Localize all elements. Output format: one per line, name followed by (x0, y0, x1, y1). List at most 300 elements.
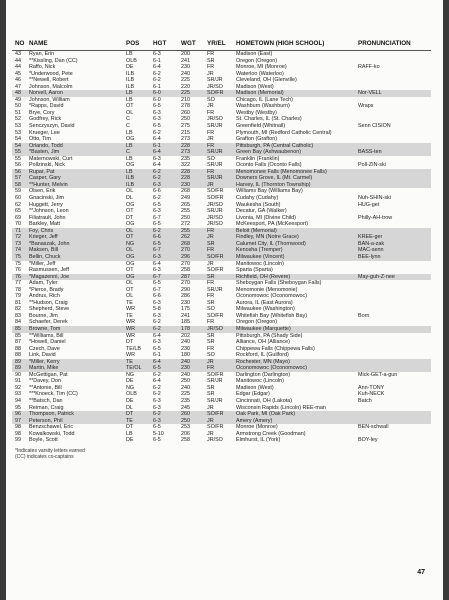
cell-no: 52 (15, 116, 21, 123)
cell-yr: JR/SO (207, 214, 223, 221)
cell-yr: FR (207, 319, 215, 326)
cell-home: Milwaukee (Vincent) (236, 253, 285, 260)
cell-home: Manitowoc (Lincoln) (236, 378, 284, 385)
cell-wgt: 210 (181, 96, 190, 103)
cell-home: Armstrong Creek (Goodman) (236, 430, 306, 437)
cell-home: McKeesport, PA (McKeesport) (236, 221, 309, 228)
cell-wgt: 245 (181, 404, 190, 411)
cell-wgt: 180 (181, 352, 190, 359)
cell-wgt: 258 (181, 267, 190, 274)
header-hgt: HGT (153, 40, 167, 47)
cell-pos: TE (126, 312, 133, 319)
cell-pos: OT (126, 267, 134, 274)
footnote-captains: (CC) indicates co-captains (15, 454, 74, 461)
cell-wgt: 249 (181, 195, 190, 202)
cell-yr: JR (207, 234, 214, 241)
header-name: NAME (29, 40, 48, 47)
cell-no: 89 (15, 365, 21, 372)
cell-home: Findley, MN (Notre Grace) (236, 234, 299, 241)
cell-name: **Newell, Robert (29, 77, 69, 84)
cell-name: Kowalkowski, Todd (29, 430, 75, 437)
cell-name: **Antonie, Bill (29, 384, 62, 391)
cell-pos: LB (126, 430, 133, 437)
header-pos: POS (126, 40, 140, 47)
cell-name: Link, David (29, 352, 56, 359)
cell-name: *Rapps, David (29, 103, 64, 110)
cell-home: Beloit (Memorial) (236, 227, 277, 234)
cell-wgt: 230 (181, 299, 190, 306)
cell-hgt: 6-2 (153, 175, 161, 182)
cell-home: Livonia, MI (Divine Child) (236, 214, 296, 221)
cell-hgt: 6-1 (153, 142, 161, 149)
cell-name: Otto, Tim (29, 136, 51, 143)
cell-wgt: 220 (181, 83, 190, 90)
cell-pos: OG (126, 201, 135, 208)
cell-pos: TE (126, 358, 133, 365)
cell-hgt: 6-2 (153, 168, 161, 175)
cell-yr: JR/SO (207, 221, 223, 228)
cell-wgt: 255 (181, 208, 190, 215)
cell-home: Whitefish Bay (Whitefish Bay) (236, 312, 307, 319)
cell-hgt: 6-2 (153, 384, 161, 391)
cell-home: Madison (West) (236, 384, 274, 391)
cell-pos: DL (126, 404, 133, 411)
cell-name: Bourne, Jim (29, 312, 58, 319)
cell-yr: SO (207, 306, 215, 313)
cell-name: Pollzinski, Nick (29, 162, 65, 169)
cell-no: 56 (15, 162, 21, 169)
cell-name: Boyle, Scott (29, 437, 58, 444)
cell-hgt: 6-4 (153, 332, 161, 339)
cell-hgt: 6-2 (153, 371, 161, 378)
cell-pos: OG (126, 260, 135, 267)
cell-name: Maternowski, Curt (29, 155, 73, 162)
cell-no: 94 (15, 397, 21, 404)
cell-no: 75 (15, 260, 21, 267)
cell-hgt: 6-7 (153, 286, 161, 293)
cell-name: Bellin, Chuck (29, 253, 61, 260)
cell-pos: WR (126, 332, 135, 339)
cell-home: Franklin (Franklin) (236, 155, 280, 162)
cell-no: 77 (15, 280, 21, 287)
cell-no: 49 (15, 96, 21, 103)
cell-no: 91 (15, 378, 21, 385)
cell-name: Raffo, Nick (29, 64, 56, 71)
cell-yr: FR (207, 365, 215, 372)
cell-pron: Nuh-SHIN-ski (358, 195, 391, 202)
cell-hgt: 6-4 (153, 149, 161, 156)
cell-home: Cincinnati, OH (Lakota) (236, 397, 293, 404)
cell-wgt: 268 (181, 240, 190, 247)
cell-hgt: 6-3 (153, 181, 161, 188)
cell-wgt: 228 (181, 175, 190, 182)
cell-pos: NG (126, 240, 135, 247)
cell-yr: SR/JR (207, 175, 223, 182)
cell-wgt: 260 (181, 411, 190, 418)
roster-table (12, 40, 431, 461)
cell-pos: C (126, 123, 130, 130)
cell-home: Cudahy (Cudahy) (236, 195, 279, 202)
cell-wgt: 250 (181, 378, 190, 385)
cell-yr: SR (207, 391, 215, 398)
cell-home: Edgar (Edgar) (236, 391, 270, 398)
cell-yr: JR (207, 70, 214, 77)
cell-no: 73 (15, 240, 21, 247)
cell-yr: JR/SO (207, 437, 223, 444)
cell-hgt: 6-7 (153, 214, 161, 221)
cell-wgt: 215 (181, 129, 190, 136)
table-header (12, 40, 431, 51)
cell-hgt: 6-5 (153, 365, 161, 372)
cell-home: Richfield, OH (Revere) (236, 273, 291, 280)
cell-home: Green Bay (Ashwaubenon) (236, 149, 302, 156)
cell-hgt: 6-3 (153, 253, 161, 260)
cell-no: 53 (15, 129, 21, 136)
cell-home: Chippewa Falls (Chippewa Falls) (236, 345, 315, 352)
cell-hgt: 6-4 (153, 162, 161, 169)
cell-no: 55 (15, 149, 21, 156)
cell-home: Pittsburgh, PA (Shady Side) (236, 332, 303, 339)
cell-pos: OG (126, 253, 135, 260)
cell-wgt: 286 (181, 293, 190, 300)
cell-home: Greenfield (Whitnall) (236, 123, 286, 130)
cell-hgt: 6-2 (153, 391, 161, 398)
cell-home: Alliance, OH (Alliance) (236, 339, 290, 346)
cell-wgt: 175 (181, 306, 190, 313)
cell-pos: LB (126, 90, 133, 97)
cell-wgt: 270 (181, 247, 190, 254)
cell-wgt: 270 (181, 260, 190, 267)
cell-pos: OL (126, 188, 134, 195)
cell-no: 92 (15, 384, 21, 391)
cell-wgt: 178 (181, 325, 190, 332)
cell-pron: HUG-get (358, 201, 380, 208)
cell-home: Milwaukee (Washington) (236, 306, 295, 313)
cell-wgt: 235 (181, 155, 190, 162)
cell-name: Foy, Chris (29, 227, 54, 234)
cell-hgt: 5-10 (153, 430, 164, 437)
cell-hgt: 6-1 (153, 57, 161, 64)
cell-yr: FR (207, 280, 215, 287)
cell-no: 79 (15, 293, 21, 300)
cell-wgt: 240 (181, 371, 190, 378)
cell-home: Cleveland, OH (Glenville) (236, 77, 297, 84)
cell-pos: OL (126, 293, 134, 300)
cell-name: Martin, Mike (29, 365, 59, 372)
cell-pron: BAN-a-zak (358, 240, 385, 247)
cell-name: **Davey, Don (29, 378, 61, 385)
cell-name: **Williams, Bill (29, 332, 64, 339)
cell-yr: SO (207, 352, 215, 359)
cell-hgt: 6-3 (153, 267, 161, 274)
cell-home: Milwaukee (Marquette) (236, 325, 291, 332)
cell-no: 60 (15, 195, 21, 202)
cell-pos: WR (126, 319, 135, 326)
header-hometown: HOMETOWN (HIGH SCHOOL) (236, 40, 325, 47)
cell-pron: Batch (358, 397, 372, 404)
cell-pron: BEN-schwall (358, 424, 389, 431)
cell-yr: FR (207, 293, 215, 300)
cell-yr: FR (207, 168, 215, 175)
cell-no: 55 (15, 155, 21, 162)
cell-home: Madison (West) (236, 83, 274, 90)
cell-home: Oconomowoc (Oconomowoc) (236, 293, 308, 300)
cell-name: **Batsch, Dan (29, 397, 63, 404)
cell-name: Krieger, Jeff (29, 234, 58, 241)
cell-yr: SR (207, 332, 215, 339)
cell-pos: ILB (126, 70, 135, 77)
cell-hgt: 6-7 (153, 273, 161, 280)
cell-wgt: 250 (181, 116, 190, 123)
cell-yr: JR (207, 404, 214, 411)
cell-no: 56 (15, 168, 21, 175)
cell-yr: SO/FR (207, 195, 224, 202)
cell-wgt: 322 (181, 162, 190, 169)
cell-pos: ILB (126, 175, 135, 182)
cell-yr: SO/FR (207, 424, 224, 431)
cell-name: Senczyszyn, David (29, 123, 75, 130)
cell-home: Waukesha (South) (236, 201, 281, 208)
cell-pos: DT (126, 214, 134, 221)
cell-pos: C (126, 149, 130, 156)
cell-yr: JR (207, 260, 214, 267)
cell-hgt: 6-2 (153, 227, 161, 234)
cell-no: 88 (15, 345, 21, 352)
cell-yr: JR (207, 181, 214, 188)
cell-home: Oconomowoc (Oconomowoc) (236, 365, 308, 372)
cell-yr: JR/SO (207, 116, 223, 123)
cell-yr: SR/JR (207, 149, 223, 156)
cell-wgt: 200 (181, 51, 190, 57)
cell-home: Monroe, MI (Monroe) (236, 64, 287, 71)
cell-home: Oconto Falls (Oconto Falls) (236, 162, 302, 169)
cell-yr: JR/SO (207, 201, 223, 208)
cell-yr: SR/JR (207, 162, 223, 169)
cell-wgt: 240 (181, 358, 190, 365)
cell-no: 98 (15, 424, 21, 431)
cell-wgt: 270 (181, 280, 190, 287)
cell-name: Norvell, Aaron (29, 90, 63, 97)
cell-name: Orlando, Todd (29, 142, 63, 149)
cell-home: Rockford, IL (Guilford) (236, 352, 289, 359)
cell-hgt: 6-6 (153, 188, 161, 195)
cell-home: Sparta (Sparta) (236, 267, 273, 274)
cell-name: Olsen, Erik (29, 188, 56, 195)
cell-home: Plymouth, MI (Redford Catholic Central) (236, 129, 332, 136)
cell-home: Harvey, IL (Thornton Township) (236, 181, 311, 188)
cell-hgt: 6-3 (153, 51, 161, 57)
cell-no: 76 (15, 267, 21, 274)
cell-wgt: 240 (181, 339, 190, 346)
cell-name: McGettigan, Pat (29, 371, 68, 378)
cell-yr: FR (207, 51, 215, 57)
cell-name: ***Knoeck, Tim (CC) (29, 391, 78, 398)
cell-pos: WR (126, 325, 135, 332)
cell-no: 48 (15, 90, 21, 97)
cell-hgt: 6-5 (153, 437, 161, 444)
cell-pos: OL (126, 227, 134, 234)
cell-hgt: 6-5 (153, 123, 161, 130)
cell-hgt: 6-2 (153, 195, 161, 202)
cell-name: *Pierce, Brady (29, 286, 64, 293)
cell-wgt: 230 (181, 365, 190, 372)
cell-wgt: 240 (181, 384, 190, 391)
cell-yr: JR (207, 103, 214, 110)
cell-pos: LB (126, 142, 133, 149)
cell-home: Wisconsin Rapids (Lincoln) REE-man (236, 404, 326, 411)
cell-name: **Johnson, Leon (29, 208, 69, 215)
cell-pos: TE (126, 299, 133, 306)
cell-hgt: 6-7 (153, 247, 161, 254)
cell-hgt: 5-8 (153, 306, 161, 313)
cell-home: Kenosha (Tremper) (236, 247, 283, 254)
cell-no: 85 (15, 332, 21, 339)
cell-yr: SO (207, 155, 215, 162)
cell-home: Darlington (Darlington) (236, 371, 291, 378)
cell-no: 54 (15, 142, 21, 149)
cell-pron: Poll-ZIN-ski (358, 162, 386, 169)
cell-pos: ILB (126, 83, 135, 90)
cell-no: 99 (15, 437, 21, 444)
cell-hgt: 6-5 (153, 201, 161, 208)
cell-pos: WR (126, 306, 135, 313)
cell-wgt: 241 (181, 57, 190, 64)
cell-wgt: 240 (181, 70, 190, 77)
cell-wgt: 253 (181, 424, 190, 431)
cell-pron: Mick-GET-a-gun (358, 371, 398, 378)
cell-yr: SO/FR (207, 90, 224, 97)
cell-yr: FR (207, 345, 215, 352)
roster-page (6, 0, 443, 600)
cell-name: Rupar, Pat (29, 168, 55, 175)
cell-name: Peterson, Phil (29, 417, 63, 424)
cell-yr: FR (207, 142, 215, 149)
cell-pos: OLB (126, 57, 137, 64)
cell-pos: LB (126, 129, 133, 136)
cell-home: Elmhurst, IL (York) (236, 437, 281, 444)
cell-hgt: 6-3 (153, 417, 161, 424)
cell-no: 65 (15, 208, 21, 215)
cell-pos: DE (126, 378, 134, 385)
cell-pos: OL (126, 247, 134, 254)
cell-home: Decatur, GA (Walker) (236, 208, 287, 215)
cell-wgt: 290 (181, 286, 190, 293)
cell-pos: NG (126, 371, 135, 378)
cell-name: Adam, Tyler (29, 280, 58, 287)
cell-wgt: 185 (181, 319, 190, 326)
cell-yr: SR/JR (207, 123, 223, 130)
cell-home: Madison (East) (236, 51, 273, 57)
footnotes (12, 448, 431, 461)
cell-yr: SR/JR (207, 378, 223, 385)
cell-no: 72 (15, 234, 21, 241)
cell-wgt: 273 (181, 149, 190, 156)
cell-no: 62 (15, 201, 21, 208)
cell-name: Thompson, Patrick (29, 411, 74, 418)
cell-name: Maksen, Bill (29, 247, 59, 254)
cell-wgt: 206 (181, 430, 190, 437)
cell-no: 74 (15, 247, 21, 254)
cell-pron: BASS-ten (358, 149, 382, 156)
cell-hgt: 6-5 (153, 240, 161, 247)
cell-hgt: 6-1 (153, 83, 161, 90)
cell-pos: OT (126, 286, 134, 293)
cell-wgt: 275 (181, 123, 190, 130)
cell-hgt: 6-1 (153, 352, 161, 359)
cell-yr: SO/FR (207, 312, 224, 319)
cell-hgt: 6-2 (153, 325, 161, 332)
cell-wgt: 228 (181, 142, 190, 149)
cell-hgt: 6-5 (153, 345, 161, 352)
cell-name: Gnacinski, Jim (29, 195, 65, 202)
cell-no: 54 (15, 136, 21, 143)
cell-wgt: 258 (181, 437, 190, 444)
cell-name: *Magazenni, Joe (29, 273, 70, 280)
cell-yr: FR (207, 109, 215, 116)
cell-pos: DT (126, 424, 134, 431)
cell-hgt: 6-6 (153, 293, 161, 300)
cell-wgt: 265 (181, 201, 190, 208)
cell-no: 89 (15, 358, 21, 365)
cell-pron: BOY-ley (358, 437, 378, 444)
cell-home: Menomonie (Menomonie) (236, 286, 298, 293)
cell-pron: MAC-senn (358, 247, 384, 254)
cell-home: Grafton (Grafton) (236, 136, 278, 143)
cell-yr: SR (207, 299, 215, 306)
cell-wgt: 235 (181, 397, 190, 404)
page-number: 47 (417, 569, 425, 576)
cell-hgt: 6-2 (153, 411, 161, 418)
cell-name: Czech, Dave (29, 345, 60, 352)
cell-yr: SR/JR (207, 77, 223, 84)
cell-no: 45 (15, 70, 21, 77)
cell-no: 71 (15, 227, 21, 234)
cell-no: 47 (15, 83, 21, 90)
cell-hgt: 6-3 (153, 312, 161, 319)
cell-pos: TE/LB (126, 345, 141, 352)
cell-name: Shepherd, Steve (29, 306, 70, 313)
cell-hgt: 6-3 (153, 404, 161, 411)
cell-name: *Miller, Kerry (29, 358, 60, 365)
cell-home: Madison (Memorial) (236, 90, 284, 97)
cell-wgt: 278 (181, 103, 190, 110)
cell-no: 93 (15, 391, 21, 398)
cell-pos: DL (126, 195, 133, 202)
cell-wgt: 296 (181, 253, 190, 260)
cell-pos: LB (126, 96, 133, 103)
cell-wgt: 225 (181, 77, 190, 84)
cell-pron: Philly-AH-trow (358, 214, 393, 221)
cell-wgt: 268 (181, 188, 190, 195)
cell-no: 59 (15, 188, 21, 195)
cell-home: Amery (Amery) (236, 417, 273, 424)
cell-name: Andrus, Rich (29, 293, 60, 300)
cell-no: 81 (15, 299, 21, 306)
cell-yr: JR (207, 358, 214, 365)
cell-no: 82 (15, 306, 21, 313)
cell-yr: FR (207, 129, 215, 136)
cell-wgt: 228 (181, 168, 190, 175)
cell-pos: WR (126, 352, 135, 359)
cell-name: Huggett, Jerry (29, 201, 63, 208)
cell-home: Manitowoc (Lincoln) (236, 260, 284, 267)
cell-hgt: 6-3 (153, 155, 161, 162)
cell-wgt: 225 (181, 90, 190, 97)
cell-hgt: 6-4 (153, 64, 161, 71)
cell-no: 85 (15, 325, 21, 332)
roster-rows (12, 51, 431, 444)
cell-no: 98 (15, 430, 21, 437)
